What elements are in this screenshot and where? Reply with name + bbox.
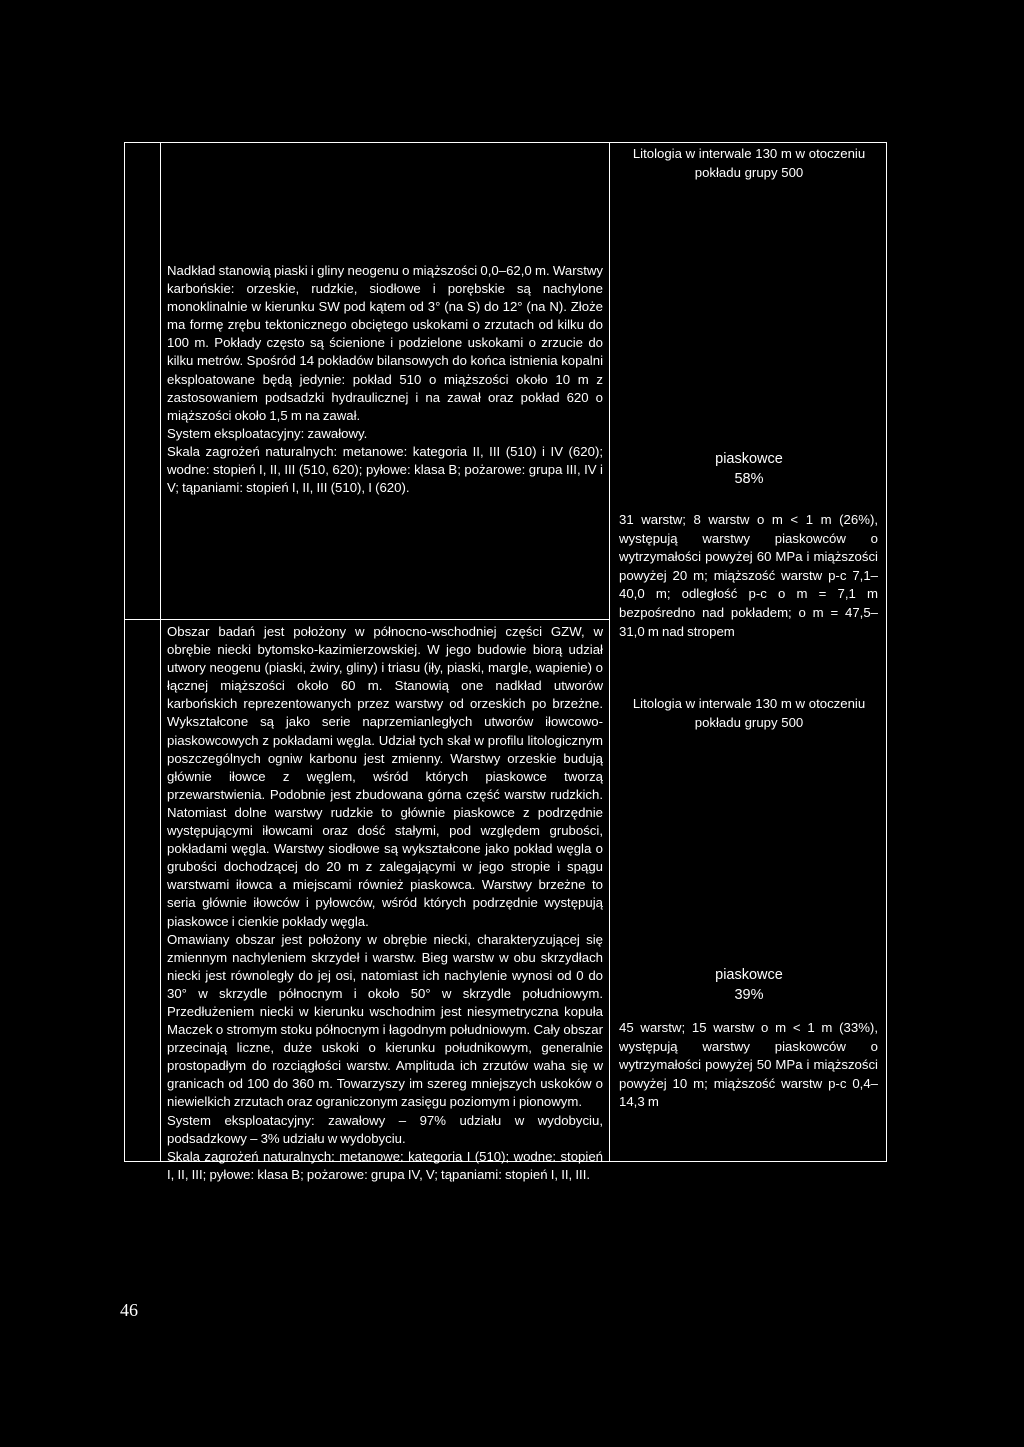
row2-description bbox=[167, 623, 603, 1184]
lithology-table bbox=[124, 142, 887, 1182]
row1-hazards-paragraph: Skala zagrożeń naturalnych: metanowe: kategoria II, III (510) i IV (620); wodne: stopień I, II, III (510, 620); pyłowe: klasa B; pożarowe: grupa III, IV i V; tąpaniami: stopień I, II, III (510), I (620). bbox=[167, 443, 603, 496]
row2-geology-paragraph: Obszar badań jest położony w północno-wschodniej części GZW, w obrębie niecki bytomsko-kazimierzowskiej. W jego budowie biorą udział utwory neogenu (piaski, żwiry, gliny) i triasu (iły, piaski, margle, wapienie) o łącznej miąższości około 60 m. Stanowią one nadkład utworów karbońskich reprezentowanych przez warstwy od orzeskich po brzeżne. Wykształcone są jako serie naprzemianległych utworów iłowcowo-piaskowcowych z pokładami węgla. Udział tych skał w profilu litologicznym poszczególnych ogniw karbonu jest zmienny. Warstwy orzeskie budują głównie iłowce z węglem, wśród których piaskowce tworzą przewarstwienia. Podobnie jest zbudowana górna część warstw rudzkich. Natomiast dolne warstwy rudzkie to głównie piaskowce z podrzędnie występującymi iłowcami oraz dość stałymi, pod względem grubości, pokładami węgla. Warstwy siodłowe są wykształcone jako pokład węgla o grubości dochodzącej do 20 m z zalegającymi w jego stropie i spągu warstwami iłowca a miejscami również piaskowca. Warstwy brzeżne to seria głównie iłowców i pyłowców, wśród których podrzędnie występują piaskowce i cienkie pokłady węgla. bbox=[167, 624, 603, 929]
row1-rock-name: piaskowce bbox=[715, 451, 783, 467]
row1-lithology-heading: Litologia w interwale 130 m w otoczeniu pokładu grupy 500 bbox=[632, 146, 866, 180]
page-number: 46 bbox=[120, 1300, 138, 1320]
row2-rock-description: 45 warstw; 15 warstw o m < 1 m (33%), występują warstwy piaskowców o wytrzymałości powyżej 50 MPa i miąższości powyżej 10 m; miąższość warstw p-c 0,4–14,3 m bbox=[619, 1020, 878, 1110]
row2-lithology-heading: Litologia w interwale 130 m w otoczeniu pokładu grupy 500 bbox=[632, 696, 866, 730]
row2-hazards-paragraph: Skala zagrożeń naturalnych: metanowe: kategoria I (510); wodne: stopień I, II, III; pyłowe: klasa B; pożarowe: grupa IV, V; tąpaniami: stopień I, II, III. bbox=[167, 1148, 603, 1182]
row1-rock-percent: 58% bbox=[734, 471, 764, 487]
row1-rock-description: 31 warstw; 8 warstw o m < 1 m (26%), występują warstwy piaskowców o wytrzymałości powyżej 60 MPa i miąższości powyżej 20 m; miąższość warstw p-c 7,1–40,0 m; odległość p-c o m = 7,1 m bezpośredno nad pokładem; o m = 47,5–31,0 m nad stropem bbox=[619, 512, 878, 639]
row2-rock-name: piaskowce bbox=[715, 967, 783, 983]
column-divider-2 bbox=[609, 143, 610, 1161]
row-divider bbox=[125, 619, 609, 620]
column-divider-1 bbox=[160, 143, 161, 1161]
row2-structure-paragraph: Omawiany obszar jest położony w obrębie niecki, charakteryzującej się zmiennym nachyleniem skrzydeł i warstw. Bieg warstw w obu skrzydłach niecki jest równoległy do jej osi, natomiast ich nachylenie wynosi od 0 do 30° w skrzydle północnym i około 50° w skrzydle południowym. Przedłużeniem niecki w kierunku wschodnim jest niesymetryczna kopuła Maczek o stromym stoku północnym i łagodnym południowym. Cały obszar przecinają liczne, duże uskoki o kierunku południkowym, generalnie prostopadłym do rozciągłości warstw. Amplituda ich zrzutów waha się w granicach od 100 do 360 m. Towarzyszy im szereg mniejszych uskoków o niewielkich zrzutach oraz ograniczonym zasięgu poziomym i pionowym. bbox=[167, 931, 603, 1110]
row2-system-paragraph: System eksploatacyjny: zawałowy – 97% udziału w wydobyciu, podsadzkowy – 3% udziału w wydobyciu. bbox=[167, 1112, 603, 1146]
row2-rock-percent: 39% bbox=[734, 987, 764, 1003]
row1-description bbox=[167, 262, 603, 497]
row1-system-paragraph: System eksploatacyjny: zawałowy. bbox=[167, 425, 368, 441]
row1-description-paragraph: Nadkład stanowią piaski i gliny neogenu o miąższości 0,0–62,0 m. Warstwy karbońskie: orzeskie, rudzkie, siodłowe i porębskie są nachylone monoklinalnie w kierunku SW pod kątem od 3° (na S) do 12° (na N). Złoże ma formę zrębu tektonicznego obciętego uskokami o zrzutach od kilku do 100 m. Pokłady często są ścienione i podzielone uskokami o zrzucie do kilku metrów. Spośród 14 pokładów bilansowych do końca istnienia kopalni eksploatowane będą jedynie: pokład 510 o miąższości około 10 m z zastosowaniem podsadzki hydraulicznej i na zawał oraz pokład 620 o miąższości około 1,5 m na zawał. bbox=[167, 263, 603, 423]
